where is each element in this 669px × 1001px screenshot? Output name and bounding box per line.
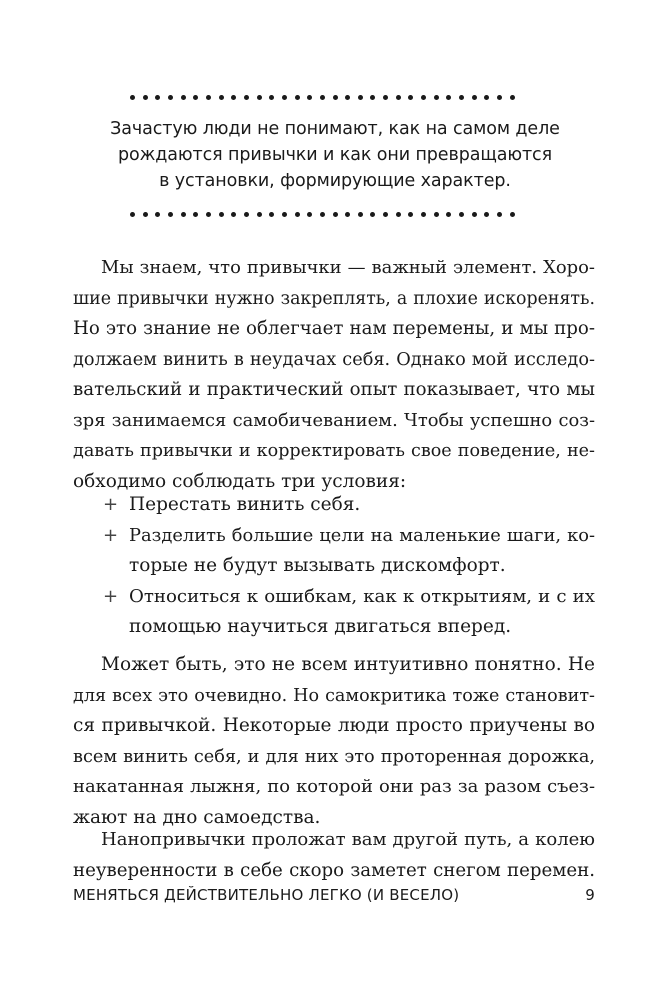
- divider-dot: [358, 95, 363, 100]
- plus-bullet-icon: +: [103, 494, 119, 515]
- divider-dot: [143, 212, 148, 217]
- divider-dot: [333, 212, 338, 217]
- divider-dot: [345, 212, 350, 217]
- list-item: [103, 490, 595, 521]
- divider-dot: [333, 95, 338, 100]
- divider-dot: [484, 212, 489, 217]
- page-footer: [73, 886, 595, 904]
- text-line: всем винить себя, и для них это проторенная дорожка,: [73, 746, 595, 767]
- divider-dot: [257, 212, 262, 217]
- pull-quote-line: Зачастую люди не понимают, как на самом деле: [110, 119, 560, 139]
- divider-dot: [345, 95, 350, 100]
- text-line: вательский и практический опыт показывает, что мы: [73, 379, 595, 400]
- divider-dot: [181, 95, 186, 100]
- page-number: 9: [585, 886, 595, 904]
- divider-dot: [193, 212, 198, 217]
- list-item-line: Разделить большие цели на маленькие шаги, ко-: [129, 524, 595, 546]
- list-item: [103, 582, 595, 643]
- divider-dot: [408, 212, 413, 217]
- divider-dot: [181, 212, 186, 217]
- divider-dot: [257, 95, 262, 100]
- list-item: [103, 521, 595, 582]
- divider-dot: [472, 95, 477, 100]
- conditions-list: [103, 490, 595, 643]
- divider-dot: [130, 212, 135, 217]
- text-line: зря занимаемся самобичеванием. Чтобы успешно соз-: [73, 409, 595, 431]
- divider-dot: [168, 95, 173, 100]
- text-line: должаем винить в неудачах себя. Однако мой исследо-: [73, 349, 595, 370]
- divider-dot: [282, 95, 287, 100]
- plus-bullet-icon: +: [103, 524, 119, 546]
- divider-dot: [193, 95, 198, 100]
- text-line: Мы знаем, что привычки — важный элемент. Хоро-: [101, 257, 595, 278]
- pull-quote-line: рождаются привычки и как они превращаются: [117, 145, 553, 165]
- divider-dot: [269, 212, 274, 217]
- divider-dot: [219, 212, 224, 217]
- list-item-line: Перестать винить себя.: [129, 494, 361, 515]
- divider-dot: [434, 212, 439, 217]
- divider-dot: [370, 95, 375, 100]
- divider-dot: [370, 212, 375, 217]
- divider-dot: [320, 212, 325, 217]
- divider-dot: [472, 212, 477, 217]
- paragraph-3: [73, 825, 595, 886]
- list-item-line: помощью научиться двигаться вперед.: [129, 616, 512, 637]
- text-line: накатанная лыжня, по которой они раз за разом съез-: [73, 776, 595, 797]
- divider-dot: [396, 212, 401, 217]
- divider-dot: [434, 95, 439, 100]
- text-line: Нанопривычки проложат вам другой путь, а колею: [101, 829, 595, 850]
- pull-quote: [90, 116, 580, 194]
- dotted-divider-top: [130, 95, 515, 101]
- text-line: обходимо соблюдать три условия:: [73, 470, 407, 492]
- text-line: шие привычки нужно закреплять, а плохие искоренять.: [73, 288, 595, 309]
- paragraph-1: [73, 253, 595, 497]
- divider-dot: [446, 212, 451, 217]
- text-line: ся привычкой. Некоторые люди просто приучены во: [73, 715, 595, 736]
- dotted-divider-bottom: [130, 212, 515, 218]
- paragraph-2: [73, 650, 595, 833]
- divider-dot: [155, 212, 160, 217]
- divider-dot: [282, 212, 287, 217]
- divider-dot: [231, 212, 236, 217]
- divider-dot: [383, 212, 388, 217]
- pull-quote-line: в установки, формирующие характер.: [159, 171, 511, 191]
- divider-dot: [497, 95, 502, 100]
- text-line: неуверенности в себе скоро заметет снегом перемен.: [73, 859, 595, 881]
- divider-dot: [295, 95, 300, 100]
- divider-dot: [206, 95, 211, 100]
- divider-dot: [510, 95, 515, 100]
- divider-dot: [231, 95, 236, 100]
- divider-dot: [421, 95, 426, 100]
- text-line: давать привычки и корректировать свое поведение, не-: [73, 441, 595, 461]
- divider-dot: [155, 95, 160, 100]
- list-item-line: Относиться к ошибкам, как к открытиям, и с их: [129, 585, 595, 607]
- divider-dot: [320, 95, 325, 100]
- list-item-line: торые не будут вызывать дискомфорт.: [129, 555, 506, 576]
- divider-dot: [206, 212, 211, 217]
- divider-dot: [244, 212, 249, 217]
- divider-dot: [307, 212, 312, 217]
- divider-dot: [510, 212, 515, 217]
- plus-bullet-icon: +: [103, 585, 119, 607]
- divider-dot: [269, 95, 274, 100]
- divider-dot: [497, 212, 502, 217]
- divider-dot: [408, 95, 413, 100]
- divider-dot: [143, 95, 148, 100]
- divider-dot: [130, 95, 135, 100]
- divider-dot: [358, 212, 363, 217]
- divider-dot: [168, 212, 173, 217]
- divider-dot: [307, 95, 312, 100]
- divider-dot: [484, 95, 489, 100]
- text-line: жают на дно самоедства.: [73, 806, 321, 828]
- divider-dot: [421, 212, 426, 217]
- divider-dot: [383, 95, 388, 100]
- divider-dot: [219, 95, 224, 100]
- divider-dot: [446, 95, 451, 100]
- divider-dot: [295, 212, 300, 217]
- text-line: Может быть, это не всем интуитивно понятно. Не: [101, 654, 595, 675]
- divider-dot: [459, 95, 464, 100]
- divider-dot: [244, 95, 249, 100]
- divider-dot: [396, 95, 401, 100]
- text-line: Но это знание не облегчает нам перемены, и мы про-: [73, 318, 595, 339]
- running-title: МЕНЯТЬСЯ ДЕЙСТВИТЕЛЬНО ЛЕГКО (И ВЕСЕЛО): [73, 886, 460, 904]
- text-line: для всех это очевидно. Но самокритика тоже становит-: [73, 685, 595, 706]
- divider-dot: [459, 212, 464, 217]
